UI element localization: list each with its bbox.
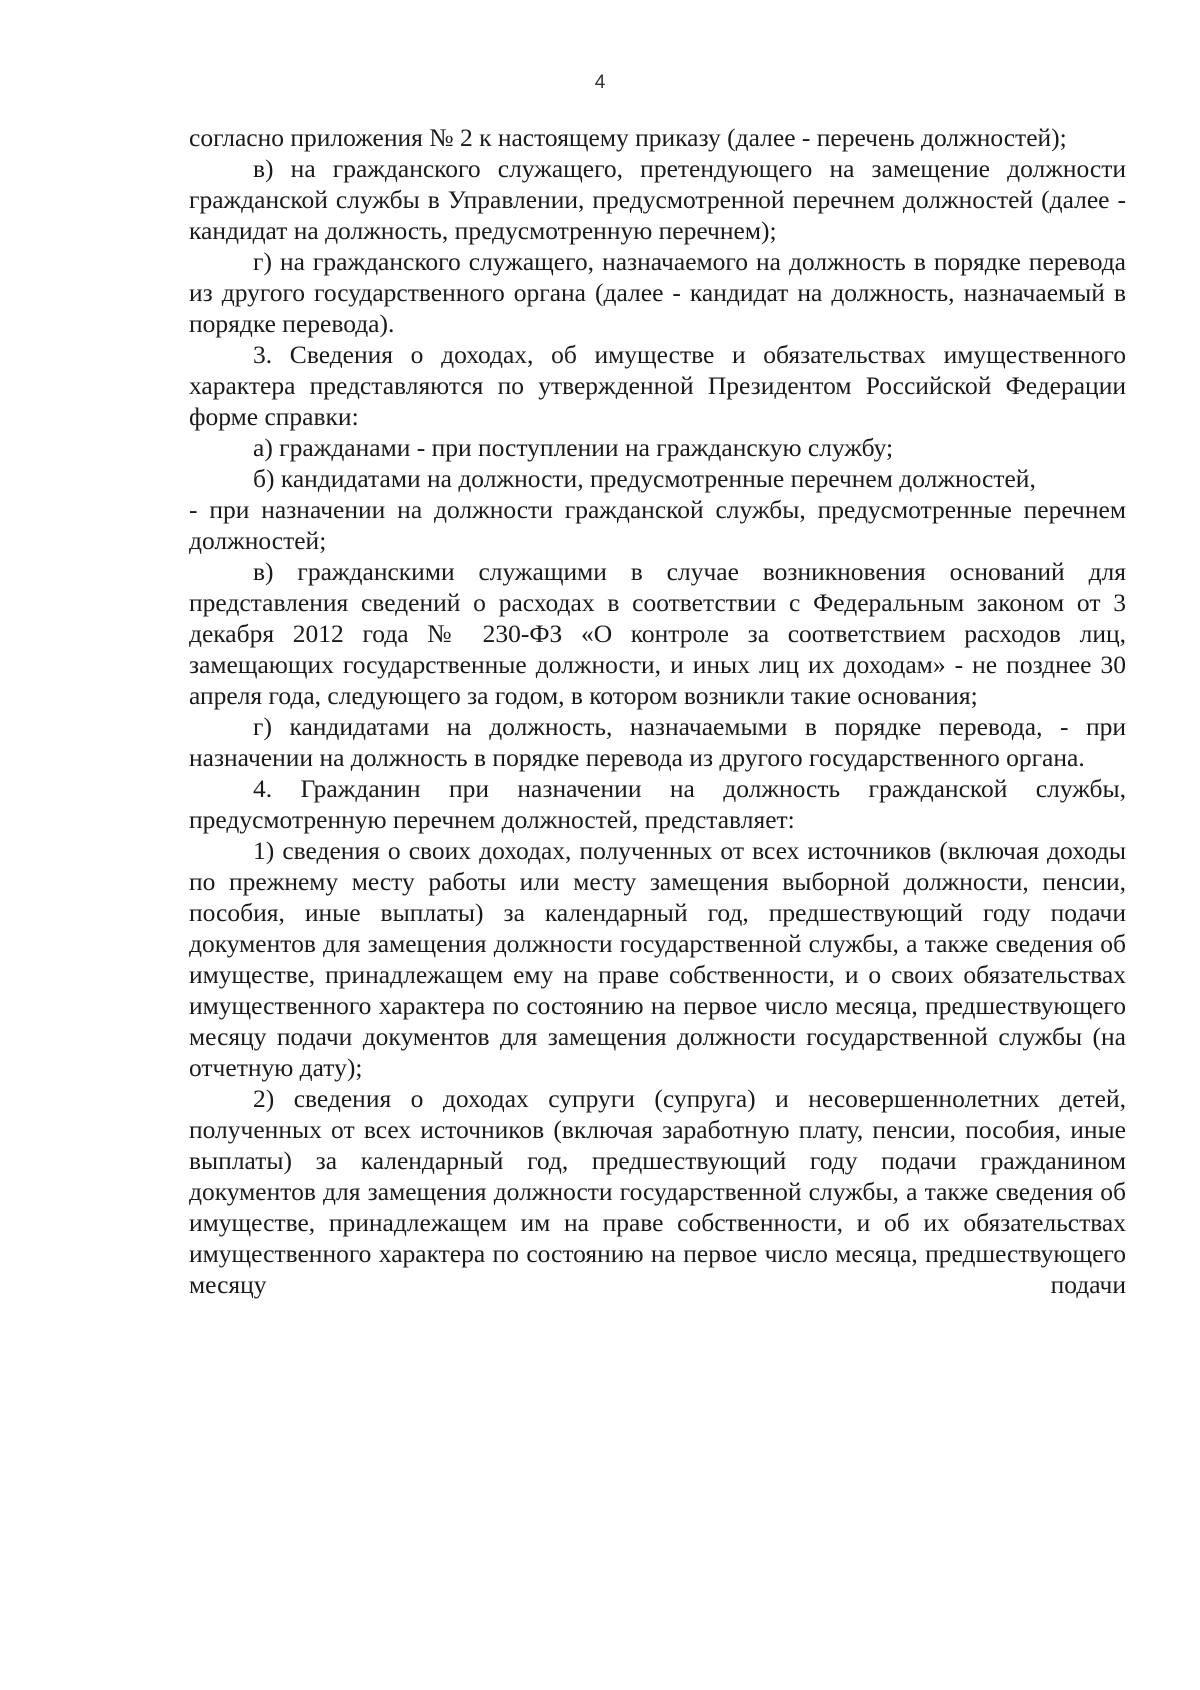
document-body: [189, 122, 1126, 1300]
paragraph-section-3-item-b: б) кандидатами на должности, предусмотренные перечнем должностей,: [253, 464, 1036, 493]
paragraph-section-3-item-b-cont: - при назначении на должности гражданской службы, предусмотренные перечнем должностей;: [189, 495, 1126, 555]
paragraph-section-4-item-1: 1) сведения о своих доходах, полученных от всех источников (включая доходы по прежнему месту работы или месту замещения выборной должности, пенсии, пособия, иные выплаты) за календарный год, предшествующий году подачи документов для замещения должности государственной службы, а также сведения об имуществе, принадлежащем ему на праве собственности, и о своих обязательствах имущественного характера по состоянию на первое число месяца, предшествующего месяцу подачи документов для замещения должности государственной службы (на отчетную дату);: [189, 836, 1126, 1082]
paragraph-item-v: в) на гражданского служащего, претендующего на замещение должности гражданской службы в Управлении, предусмотренной перечнем должностей (далее - кандидат на должность, предусмотренную перечнем);: [189, 154, 1126, 245]
paragraph-item-g: г) на гражданского служащего, назначаемого на должность в порядке перевода из другого государственного органа (далее - кандидат на должность, назначаемый в порядке перевода).: [189, 247, 1126, 338]
paragraph-section-4-item-2: 2) сведения о доходах супруги (супруга) и несовершеннолетних детей, полученных от всех источников (включая заработную плату, пенсии, пособия, иные выплаты) за календарный год, предшествующий году подачи гражданином документов для замещения должности государственной службы, а также сведения об имуществе, принадлежащем им на праве собственности, и об их обязательствах имущественного характера по состоянию на первое число месяца, предшествующего месяцу подачи: [189, 1084, 1126, 1299]
paragraph-section-3-item-a: а) гражданами - при поступлении на гражданскую службу;: [253, 433, 894, 462]
paragraph-section-3-item-g: г) кандидатами на должность, назначаемыми в порядке перевода, - при назначении на должность в порядке перевода из другого государственного органа.: [189, 712, 1126, 772]
paragraph-continuation: согласно приложения № 2 к настоящему приказу (далее - перечень должностей);: [189, 123, 1067, 152]
paragraph-section-4: 4. Гражданин при назначении на должность гражданской службы, предусмотренную перечнем должностей, представляет:: [189, 774, 1126, 834]
paragraph-section-3-item-v: в) гражданскими служащими в случае возникновения оснований для представления сведений о расходах в соответствии с Федеральным законом от 3 декабря 2012 года № 230-ФЗ «О контроле за соответствием расходов лиц, замещающих государственные должности, и иных лиц их доходам» - не позднее 30 апреля года, следующего за годом, в котором возникли такие основания;: [189, 557, 1126, 710]
paragraph-section-3: 3. Сведения о доходах, об имуществе и обязательствах имущественного характера представляются по утвержденной Президентом Российской Федерации форме справки:: [189, 340, 1126, 431]
page-number: 4: [594, 72, 606, 93]
